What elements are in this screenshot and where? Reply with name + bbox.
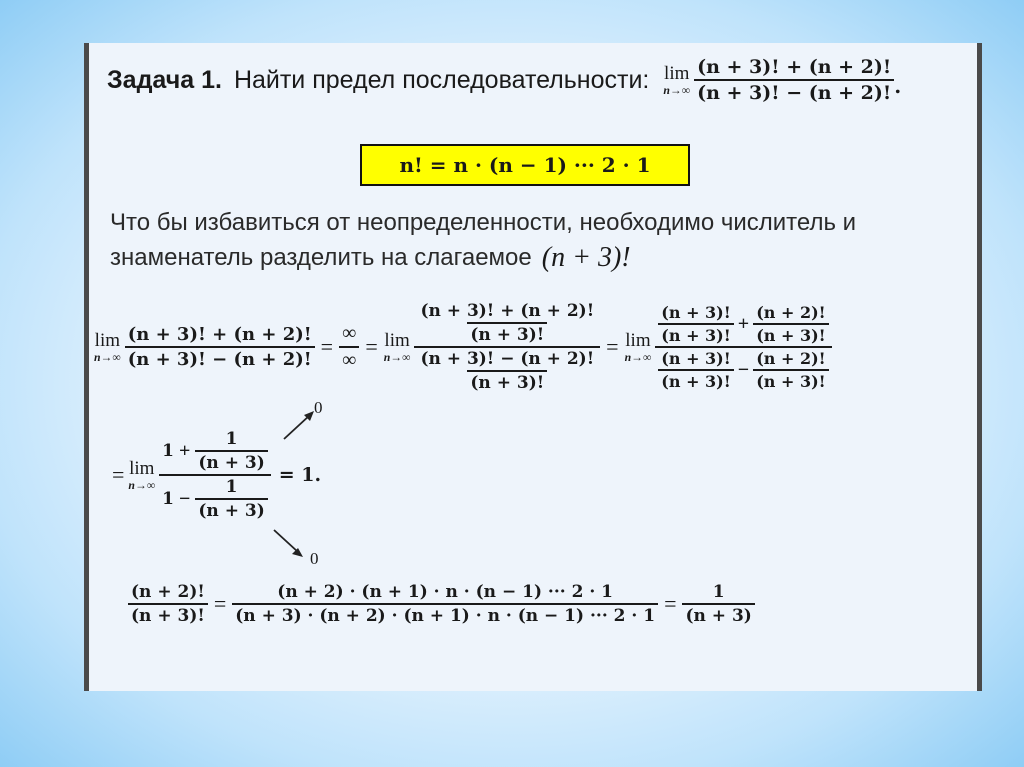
- limit-chain: lim n→∞ $\frac{(n + 3)! + (n + 2)!}{(n + 3)! - (n + 2)!}$ = $\frac{\infty}{\infty}$ = lim n→∞ $\frac{\frac{(n + 3)! + (n + 2)!}{(n + 3)!}}{\frac{(n + 3)! - (n + 2)!}{(n + 3)!}}$ = lim n→∞ $\frac{(n + 3)!}{(n + 3)!}$ + $\frac{(n + 2)!}{(n + 3)!}$ $\frac{(n + 3)!}{(n + 3)!}$ − $\frac{(n + 2)!}{(n + 3)!}$: [94, 288, 832, 406]
- factorial-ratio-identity: $\frac{(n + 2)!}{(n + 3)!}$ = $\frac{(n + 2) \cdot (n + 1) \cdot n \cdot (n - 1) \cdot\cdot\cdot 2 \cdot 1}{(n + 3) \cdot (n + 2) \cdot (n + 1) \cdot n \cdot (n - 1) \cdot\cdot\cdot 2 \cdot 1}$ = $\frac{1}{(n + 3)}$: [128, 582, 755, 626]
- zero-label-bottom: 0: [310, 549, 319, 568]
- limit-3: lim n→∞: [624, 329, 652, 364]
- explanation-term: (n + 3)!: [541, 242, 631, 273]
- zero-label-top: 0: [314, 398, 323, 417]
- arrow-to-zero-bottom: [270, 526, 310, 562]
- explanation-line-1: Что бы избавиться от неопределенности, необходимо числитель и: [110, 209, 857, 236]
- limit-result-row: = lim n→∞ 1 + $\frac{1}{(n + 3)}$ 1 − $\frac{1}{(n + 3)}$ = 1.: [112, 429, 322, 521]
- explanation-line-2: знаменатель разделить на слагаемое: [110, 244, 532, 271]
- task-heading: [107, 56, 901, 104]
- task-numerator: (n + 3)! + (n + 2)!: [697, 56, 892, 78]
- explanation-line-2-row: [110, 242, 631, 274]
- factorial-definition: n! = n · (n − 1) ··· 2 · 1: [399, 153, 651, 177]
- identity-rhs: $\frac{1}{(n + 3)}$: [682, 582, 754, 626]
- factorial-definition-box: [360, 144, 690, 186]
- limit-2: lim n→∞: [383, 329, 411, 364]
- identity-middle: $\frac{(n + 2) \cdot (n + 1) \cdot n \cdot (n - 1) \cdot\cdot\cdot 2 \cdot 1}{(n + 3) \cdot (n + 2) \cdot (n + 1) \cdot n \cdot (n - 1) \cdot\cdot\cdot 2 \cdot 1}$: [232, 582, 658, 626]
- task-period: .: [894, 74, 902, 98]
- identity-lhs: $\frac{(n + 2)!}{(n + 3)!}$: [128, 582, 208, 626]
- task-text: Найти предел последовательности:: [233, 65, 650, 94]
- limit-1: lim n→∞: [94, 329, 121, 364]
- divided-fraction: $\frac{\frac{(n + 3)! + (n + 2)!}{(n + 3)!}}{\frac{(n + 3)! - (n + 2)!}{(n + 3)!}}$: [414, 301, 600, 393]
- original-fraction: $\frac{(n + 3)! + (n + 2)!}{(n + 3)! - (n + 2)!}$: [125, 324, 315, 370]
- task-fraction: [694, 56, 894, 104]
- indeterminate-form: $\frac{\infty}{\infty}$: [339, 322, 359, 372]
- task-limit: lim n→∞: [663, 62, 691, 97]
- task-denominator: (n + 3)! − (n + 2)!: [694, 79, 894, 104]
- task-label: Задача 1.: [107, 65, 222, 94]
- reduced-fraction: 1 + $\frac{1}{(n + 3)}$ 1 − $\frac{1}{(n + 3)}$: [159, 429, 271, 521]
- limit-4: lim n→∞: [128, 457, 156, 492]
- split-fraction: $\frac{(n + 3)!}{(n + 3)!}$ + $\frac{(n + 2)!}{(n + 3)!}$ $\frac{(n + 3)!}{(n + 3)!}$ − $\frac{(n + 2)!}{(n + 3)!}$: [655, 303, 831, 391]
- limit-value: = 1.: [278, 464, 322, 486]
